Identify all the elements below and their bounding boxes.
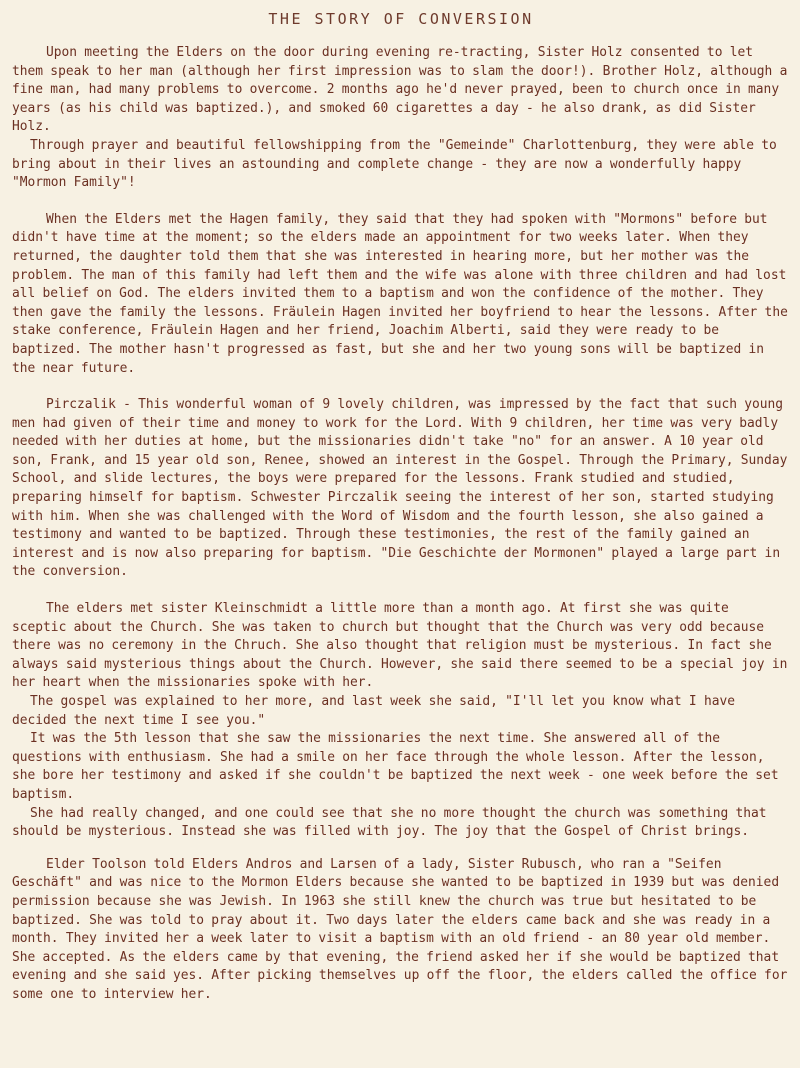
paragraph: Through prayer and beautiful fellowshipping from the "Gemeinde" Charlottenburg, they were able to bring about in their lives an astounding and complete change - they are now a wonderfully happy "Mormon Family"! — [12, 137, 777, 191]
paragraph: The elders met sister Kleinschmidt a little more than a month ago. At first she was quite sceptic about the Church. She was taken to church but thought that the Church was very odd because there was no ceremony in the Chruch. She also thought that religion must be mysterious. In fact she always said mysterious things about the Church. However, she said there seemed to be a special joy in her heart when the missionaries spoke with her. — [12, 601, 788, 691]
paragraph: Elder Toolson told Elders Andros and Larsen of a lady, Sister Rubusch, who ran a "Seifen Geschäft" and was nice to the Mormon Elders because she wanted to be baptized in 1939 but was denied permission because she was Jewish. In 1963 she still knew the church was true but hesitated to be baptized. She was told to pray about it. Two days later the elders came back and she was ready in a month. They invited her a week later to visit a baptism with an old friend - an 80 year old member. She accepted. As the elders came by that evening, the friend asked her if she would be baptized that evening and she said yes. After picking themselves up off the floor, the elders called the office for some one to interview her. — [12, 856, 788, 1002]
story-rubusch — [12, 856, 790, 1005]
paragraph: She had really changed, and one could see that she no more thought the church was something that should be mysterious. Instead she was filled with joy. The joy that the Gospel of Christ brings. — [12, 805, 767, 840]
paragraph: Pirczalik - This wonderful woman of 9 lovely children, was impressed by the fact that such young men had given of their time and money to work for the Lord. With 9 children, her time was very badly needed with her duties at home, but the missionaries didn't take "no" for an answer. A 10 year old son, Frank, and 15 year old son, Renee, showed an interest in the Gospel. Through the Primary, Sunday School, and slide lectures, the boys were prepared for the lessons. Frank studied and studied, preparing himself for baptism. Schwester Pirczalik seeing the interest of her son, started studying with him. When she was challenged with the Word of Wisdom and the fourth lesson, she also gained a testimony and wanted to be baptized. Through these testimonies, the rest of the family gained an interest and is now also preparing for baptism. "Die Geschichte der Mormonen" played a large part in the conversion. — [12, 397, 788, 580]
paragraph: When the Elders met the Hagen family, they said that they had spoken with "Mormons" before but didn't have time at the moment; so the elders made an appointment for two weeks later. When they returned, the daughter told them that she was interested in hearing more, but her mother was the problem. The man of this family had left them and the wife was alone with three children and had lost all belief on God. The elders invited them to a baptism and won the confidence of the mother. They then gave the family the lessons. Fräulein Hagen invited her boyfriend to hear the lessons. After the stake conference, Fräulein Hagen and her friend, Joachim Alberti, said they were ready to be baptized. The mother hasn't progressed as fast, but she and her two young sons will be baptized in the near future. — [12, 211, 788, 376]
paragraph: It was the 5th lesson that she saw the missionaries the next time. She answered all of the questions with enthusiasm. She had a smile on her face through the whole lesson. After the lesson, she bore her testimony and asked if she couldn't be baptized the next week - one week before the set baptism. — [12, 731, 779, 802]
story-pirczalik — [12, 396, 790, 582]
page-title: THE STORY OF CONVERSION — [268, 10, 534, 28]
story-hagen — [12, 211, 790, 378]
paragraph: Upon meeting the Elders on the door during evening re-tracting, Sister Holz consented to let them speak to her man (although her first impression was to slam the door!). Brother Holz, although a fine man, had many problems to overcome. 2 months ago he'd never prayed, been to church once in many years (as his child was baptized.), and smoked 60 cigarettes a day - he also drank, as did Sister Holz. — [12, 45, 788, 135]
paragraph: The gospel was explained to her more, and last week she said, "I'll let you know what I have decided the next time I see you." — [12, 694, 735, 728]
story-holz — [12, 44, 790, 193]
story-kleinschmidt — [12, 600, 790, 842]
